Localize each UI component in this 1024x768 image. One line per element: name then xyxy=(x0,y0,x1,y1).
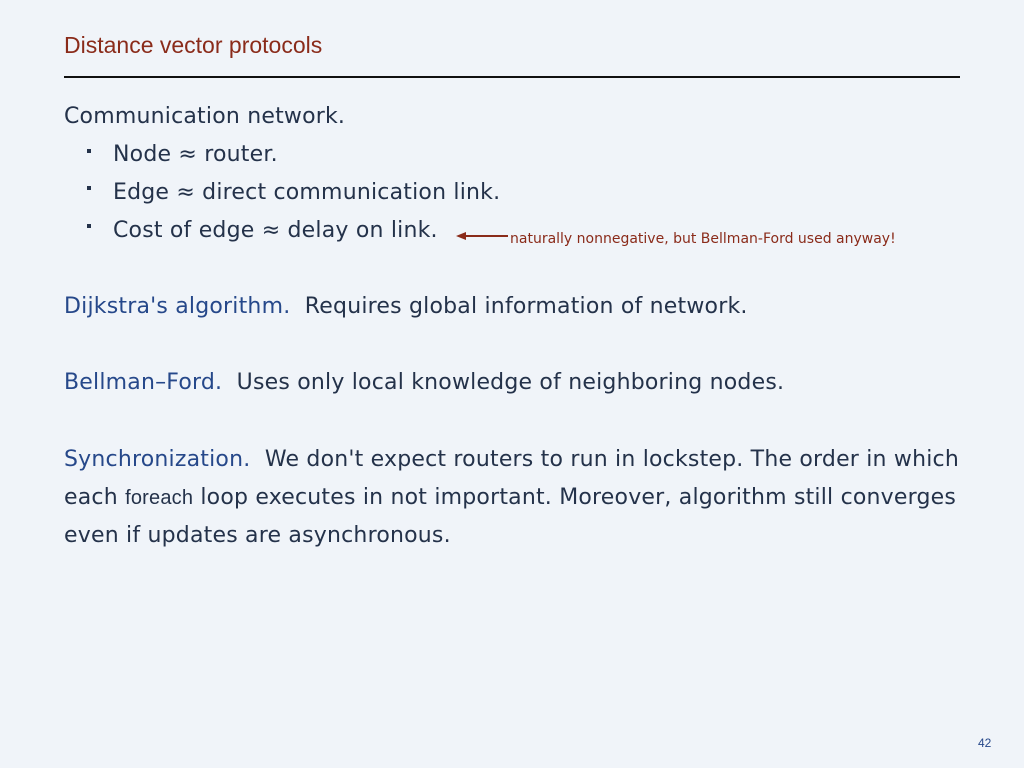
bullet-item-node: Node ≈ router. xyxy=(113,142,278,167)
synchronization-paragraph xyxy=(64,441,964,555)
bullet-item-edge: Edge ≈ direct communication link. xyxy=(113,180,501,205)
bellman-ford-text: Uses only local knowledge of neighboring nodes. xyxy=(236,370,785,395)
bullet-marker-3 xyxy=(87,224,91,228)
bullet-marker-2 xyxy=(87,186,91,190)
bellman-ford-label: Bellman–Ford. xyxy=(64,370,223,395)
title-divider xyxy=(64,76,960,78)
synchronization-label: Synchronization. xyxy=(64,447,251,472)
dijkstra-label: Dijkstra's algorithm. xyxy=(64,294,291,319)
synchronization-text-after: loop executes in not important. Moreover, algorithm still converges even if updates are asynchronous. xyxy=(64,485,957,548)
synchronization-text-before: We don't expect routers to run in lockstep. The order in which each xyxy=(64,447,959,510)
dijkstra-paragraph xyxy=(64,294,748,319)
bullet-item-cost: Cost of edge ≈ delay on link. xyxy=(113,218,438,243)
annotation-note: naturally nonnegative, but Bellman-Ford used anyway! xyxy=(510,231,896,247)
foreach-keyword: foreach xyxy=(125,487,194,509)
annotation-arrow-icon xyxy=(456,230,510,242)
bellman-ford-paragraph xyxy=(64,370,784,395)
bullet-marker-1 xyxy=(87,149,91,153)
page-number: 42 xyxy=(978,736,992,750)
slide-title: Distance vector protocols xyxy=(64,32,323,58)
communication-heading: Communication network. xyxy=(64,104,346,129)
dijkstra-text: Requires global information of network. xyxy=(304,294,748,319)
